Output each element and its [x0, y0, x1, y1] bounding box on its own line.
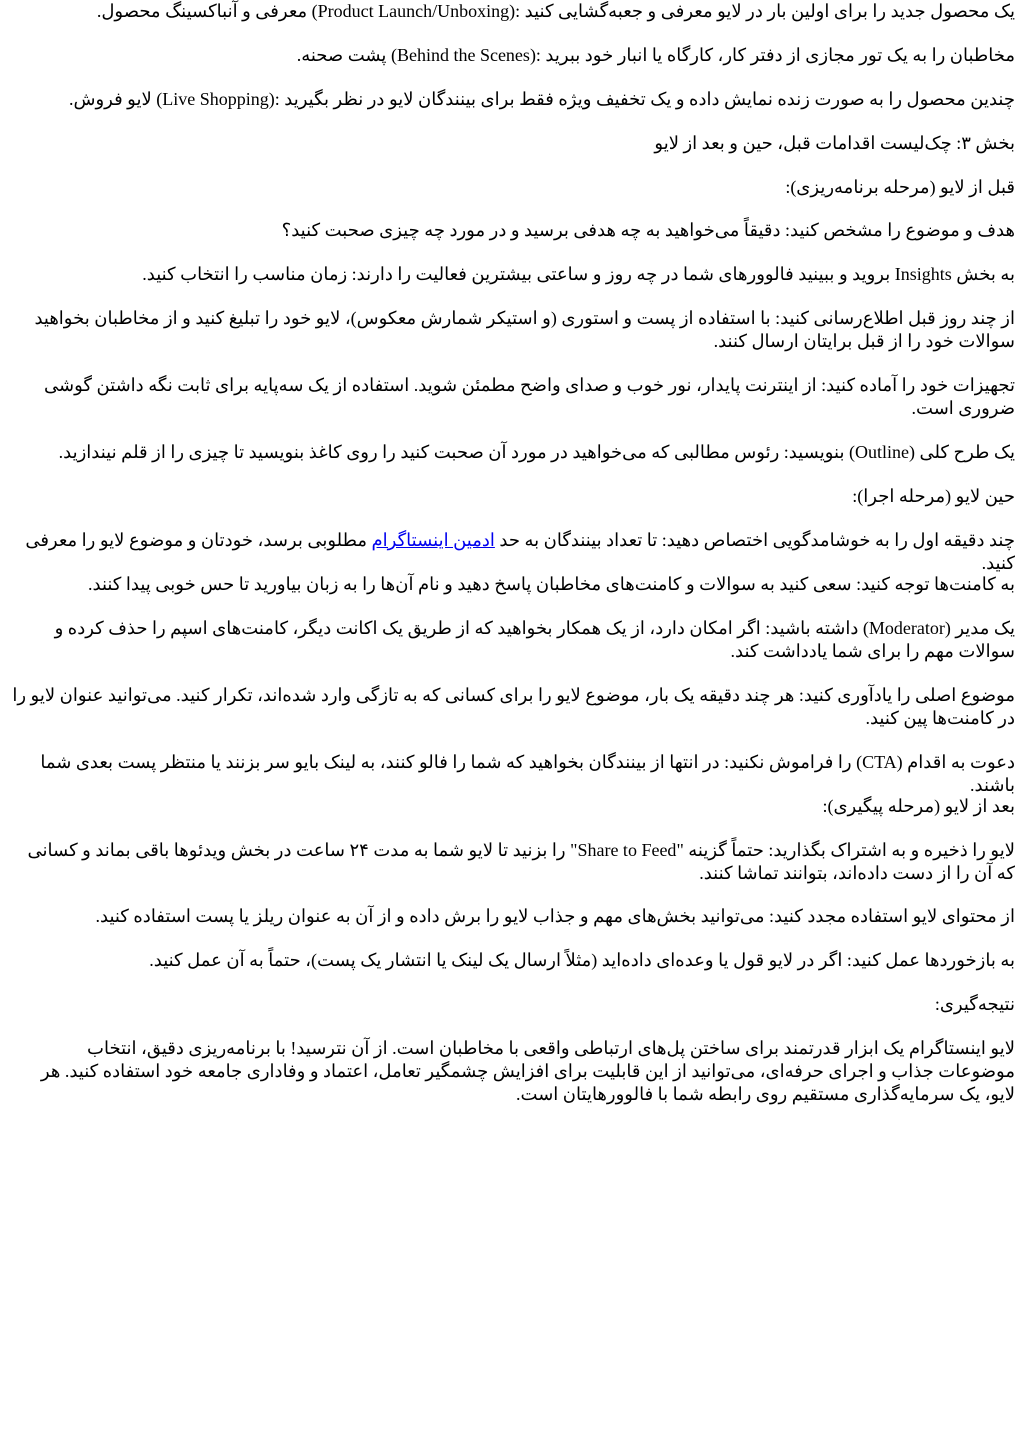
paragraph-insights-time: به بخش Insights بروید و ببینید فالوورهای شما در چه روز و ساعتی بیشترین فعالیت را دارند: زمان مناسب را انتخاب کنید. [142, 264, 1015, 284]
paragraph-moderator: یک مدیر (Moderator) داشته باشید: اگر امکان دارد، از یک همکار بخواهید که از طریق یک اکانت دیگر، کامنت‌های اسپم را حذف کرده و سوالات مهم را برای شما یادداشت کند. [54, 618, 1015, 661]
subheading-before-live: قبل از لایو (مرحله برنامه‌ریزی): [785, 177, 1015, 197]
paragraph-feedback: به بازخوردها عمل کنید: اگر در لایو قول یا وعده‌ای داده‌اید (مثلاً ارسال یک لینک یا انتشار یک پست)، حتماً به آن عمل کنید. [149, 950, 1015, 970]
section-heading-checklist: بخش ۳: چک‌لیست اقدامات قبل، حین و بعد از لایو [654, 133, 1015, 153]
paragraph-equipment: تجهیزات خود را آماده کنید: از اینترنت پایدار، نور خوب و صدای واضح مطمئن شوید. استفاده از یک سه‌پایه برای ثابت نگه داشتن گوشی ضروری است. [44, 375, 1015, 418]
subheading-after-live: بعد از لایو (مرحله پیگیری): [822, 796, 1015, 816]
subheading-during-live: حین لایو (مرحله اجرا): [852, 486, 1015, 506]
paragraph-comments: به کامنت‌ها توجه کنید: سعی کنید به سوالات و کامنت‌های مخاطبان پاسخ دهید و نام آن‌ها را به زبان بیاورید تا حس خوبی پیدا کنند. [88, 574, 1015, 594]
subheading-conclusion: نتیجه‌گیری: [934, 994, 1015, 1014]
instagram-admin-link[interactable]: ادمین اینستاگرام [371, 530, 495, 550]
paragraph-live-shopping: چندین محصول را به صورت زنده نمایش داده و یک تخفیف ویژه فقط برای بینندگان لایو در نظر بگیرید :(Live Shopping) لایو فروش. [68, 89, 1015, 109]
paragraph-share-to-feed: لایو را ذخیره و به اشتراک بگذارید: حتماً گزینه "Share to Feed" را بزنید تا لایو شما به مدت ۲۴ ساعت در بخش ویدئوها باقی بماند و کسانی که آن را از دست داده‌اند، بتوانند تماشا کنند. [27, 840, 1015, 883]
paragraph-reuse-content: از محتوای لایو استفاده مجدد کنید: می‌توانید بخش‌های مهم و جذاب لایو را برش داده و از آن به عنوان ریلز یا پست استفاده کنید. [95, 906, 1015, 926]
paragraph-welcome [11, 529, 1015, 575]
paragraph-announce: از چند روز قبل اطلاع‌رسانی کنید: با استفاده از پست و استوری (و استیکر شمارش معکوس)، لایو خود را تبلیغ کنید و از مخاطبان بخواهید سوالات خود را از قبل برایتان ارسال کنند. [34, 308, 1015, 351]
paragraph-outline: یک طرح کلی (Outline) بنویسید: رئوس مطالبی که می‌خواهید در مورد آن صحبت کنید را روی کاغذ بنویسید تا چیزی را از قلم نیندازید. [58, 442, 1015, 462]
paragraph-conclusion: لایو اینستاگرام یک ابزار قدرتمند برای ساختن پل‌های ارتباطی واقعی با مخاطبان است. از آن نترسید! با برنامه‌ریزی دقیق، انتخاب موضوعات جذاب و اجرای حرفه‌ای، می‌توانید از این قابلیت برای افزایش چشمگیر تعامل، اعتماد و وفاداری جامعه خود استفاده کنید. هر لایو، یک سرمایه‌گذاری مستقیم روی رابطه شما با فالوورهایتان است. [40, 1038, 1015, 1104]
paragraph-behind-the-scenes: مخاطبان را به یک تور مجازی از دفتر کار، کارگاه یا انبار خود ببرید :(Behind the Scenes) پشت صحنه. [296, 45, 1015, 65]
paragraph-goal-topic: هدف و موضوع را مشخص کنید: دقیقاً می‌خواهید به چه هدفی برسید و در مورد چه چیزی صحبت کنید؟ [281, 220, 1015, 240]
welcome-text-end: مطلوبی برسد، خودتان و موضوع لایو را معرفی کنید. [25, 530, 1015, 573]
paragraph-cta: دعوت به اقدام (CTA) را فراموش نکنید: در انتها از بینندگان بخواهید که شما را فالو کنند، به لینک بایو سر بزنند یا منتظر پست بعدی شما باشند. [40, 752, 1015, 795]
paragraph-product-launch: یک محصول جدید را برای اولین بار در لایو معرفی و جعبه‌گشایی کنید :(Product Launch/Unboxing) معرفی و آنباکسینگ محصول. [96, 1, 1015, 21]
paragraph-reminder: موضوع اصلی را یادآوری کنید: هر چند دقیقه یک بار، موضوع لایو را برای کسانی که به تازگی وارد شده‌اند، تکرار کنید. می‌توانید عنوان لایو را در کامنت‌ها پین کنید. [12, 685, 1015, 728]
welcome-text-start: چند دقیقه اول را به خوشامدگویی اختصاص دهید: تا تعداد بینندگان به حد [494, 530, 1015, 550]
